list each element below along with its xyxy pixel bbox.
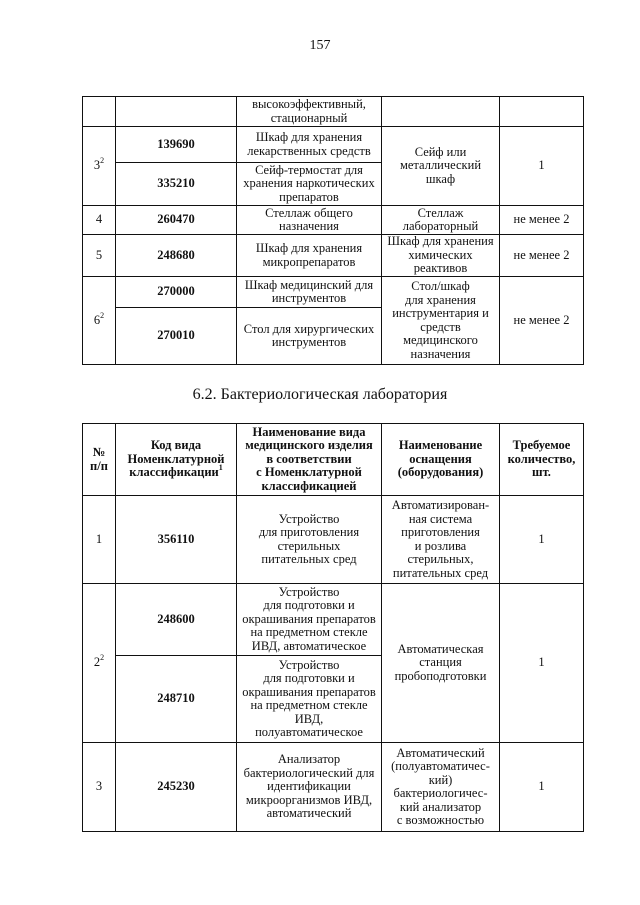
- table-row: [83, 496, 584, 584]
- table-row: [83, 97, 584, 127]
- table-row: [83, 127, 584, 163]
- class-code: 260470: [116, 206, 237, 235]
- device-name: Шкаф для хранения микропрепаратов: [237, 235, 382, 277]
- class-code: 270000: [116, 277, 237, 308]
- equipment-name: Стеллаж лабораторный: [382, 206, 500, 235]
- quantity: 1: [500, 743, 584, 832]
- device-name: Стол для хирургических инструментов: [237, 308, 382, 365]
- class-code: 248600: [116, 584, 237, 656]
- row-number: $6^2$: [83, 277, 116, 365]
- device-name: Стеллаж общего назначения: [237, 206, 382, 235]
- device-name: Устройство для подготовки и окрашивания препаратов на предметном стекле ИВД, автоматическое: [237, 584, 382, 656]
- class-code: 248680: [116, 235, 237, 277]
- equipment-name: Стол/шкаф для хранения инструментария и средств медицинского назначения: [382, 277, 500, 365]
- row-number: [83, 97, 116, 127]
- table-row: [83, 235, 584, 277]
- row-number: 4: [83, 206, 116, 235]
- device-name: Устройство для подготовки и окрашивания препаратов на предметном стекле ИВД, полуавтоматическое: [237, 656, 382, 743]
- quantity: не менее 2: [500, 235, 584, 277]
- equipment-name: Шкаф для хранения химических реактивов: [382, 235, 500, 277]
- quantity: не менее 2: [500, 277, 584, 365]
- row-number: $2^2$: [83, 584, 116, 743]
- class-code: 356110: [116, 496, 237, 584]
- equipment-name: Автоматизирован- ная система приготовления и розлива стерильных, питательных сред: [382, 496, 500, 584]
- device-name: высокоэффективный, стационарный: [237, 97, 382, 127]
- class-code: 270010: [116, 308, 237, 365]
- table-header-row: [83, 424, 584, 496]
- device-name: Шкаф для хранения лекарственных средств: [237, 127, 382, 163]
- table-row: [83, 206, 584, 235]
- class-code: [116, 97, 237, 127]
- quantity: 1: [500, 127, 584, 206]
- quantity: не менее 2: [500, 206, 584, 235]
- header-equipment: Наименование оснащения (оборудования): [382, 424, 500, 496]
- equipment-name: [382, 97, 500, 127]
- table-row: [83, 743, 584, 832]
- row-number: 5: [83, 235, 116, 277]
- device-name: Сейф-термостат для хранения наркотических препаратов: [237, 163, 382, 206]
- table-row: [83, 277, 584, 308]
- table-row: [83, 584, 584, 656]
- class-code: 245230: [116, 743, 237, 832]
- device-name: Шкаф медицинский для инструментов: [237, 277, 382, 308]
- row-number: $3^2$: [83, 127, 116, 206]
- device-name: Анализатор бактериологический для идентификации микроорганизмов ИВД, автоматический: [237, 743, 382, 832]
- header-quantity: Требуемое количество, шт.: [500, 424, 584, 496]
- row-number: 3: [83, 743, 116, 832]
- quantity: 1: [500, 496, 584, 584]
- bacteriology-lab-equipment-table: [82, 423, 584, 832]
- row-number: 1: [83, 496, 116, 584]
- equipment-name: Сейф или металлический шкаф: [382, 127, 500, 206]
- equipment-name: Автоматическая станция пробоподготовки: [382, 584, 500, 743]
- device-name: Устройство для приготовления стерильных питательных сред: [237, 496, 382, 584]
- page-number: 157: [309, 38, 331, 53]
- equipment-table-continued: [82, 96, 584, 365]
- header-code: Код вида Номенклатурной классификации$^1$: [116, 424, 237, 496]
- equipment-name: Автоматический (полуавтоматичес- кий) бактериологичес- кий анализатор с возможностью: [382, 743, 500, 832]
- class-code: 139690: [116, 127, 237, 163]
- class-code: 248710: [116, 656, 237, 743]
- quantity: [500, 97, 584, 127]
- quantity: 1: [500, 584, 584, 743]
- section-title: 6.2. Бактериологическая лаборатория: [192, 386, 448, 403]
- header-number: № п/п: [83, 424, 116, 496]
- class-code: 335210: [116, 163, 237, 206]
- header-device-name: Наименование вида медицинского изделия в соответствии с Номенклатурной классификацией: [237, 424, 382, 496]
